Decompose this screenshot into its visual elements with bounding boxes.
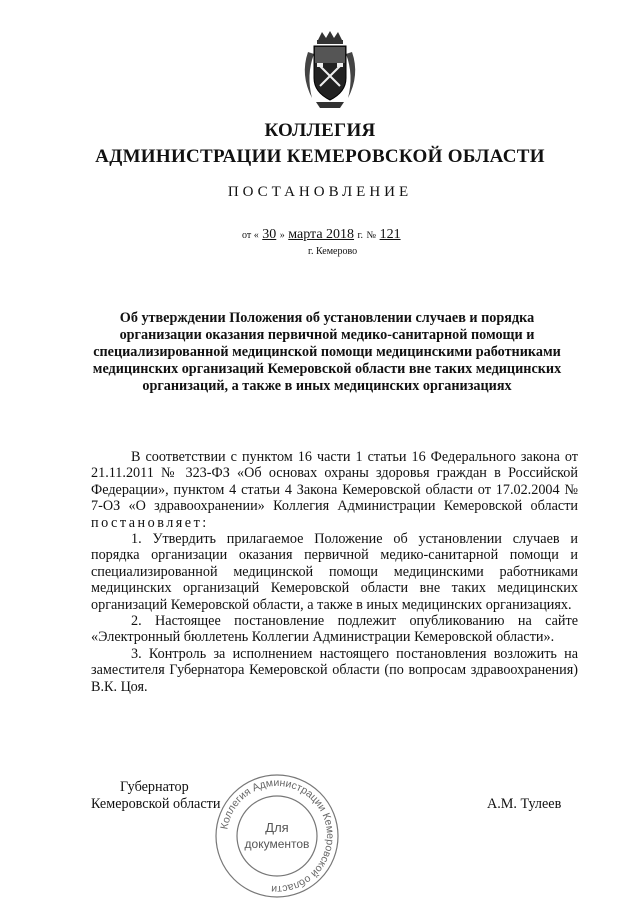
document-type-title: ПОСТАНОВЛЕНИЕ [227, 184, 413, 200]
signatory-position-line2: Кемеровской области [91, 796, 221, 812]
date-prefix: от « [242, 230, 259, 241]
signatory-name: А.М. Тулеев [487, 796, 562, 812]
stamp-center-line1: Для [265, 820, 289, 835]
city-label: г. Кемерово [308, 246, 358, 257]
item-1-paragraph: 1. Утвердить прилагаемое Положение об установлении случаев и порядка организации оказания первичной медико-санитарной помощи и специализированной медицинской помощи медицинскими работниками медицинских организаций Кемеровской области вне таких медицинских организаций Кемеровской области, а также в иных медицинских организациях. [91, 531, 578, 613]
date-month-year: марта 2018 [288, 227, 355, 242]
date-day: 30 [262, 227, 277, 242]
date-number-line [242, 227, 401, 243]
document-number: 121 [379, 227, 401, 242]
org-name-line1: КОЛЛЕГИЯ [264, 120, 376, 141]
date-year-suffix: г. [357, 230, 364, 241]
coat-of-arms-icon [298, 30, 362, 110]
preamble-paragraph [91, 449, 578, 531]
item-3-paragraph: 3. Контроль за исполнением настоящего постановления возложить на заместителя Губернатора Кемеровской области (по вопросам здравоохранения) В.К. Цоя. [91, 645, 578, 695]
number-label: № [366, 230, 377, 241]
preamble-text: В соответствии с пунктом 16 части 1 статьи 16 Федерального закона от 21.11.2011 № 323-ФЗ «Об основах охраны здоровья граждан в Российской Федерации», пунктом 4 статьи 4 Закона Кемеровской области от 17.02.2004 № 7-ОЗ «О здравоохранении» Коллегия Администрации Кемеровской области [91, 449, 578, 515]
document-body [91, 449, 578, 695]
document-stamp [212, 772, 342, 900]
decree-word: постановляет: [91, 514, 209, 531]
signatory-position-line1: Губернатор [120, 779, 189, 795]
document-subject: Об утверждении Положения об установлении случаев и порядка организации оказания первичной медико-санитарной помощи и специализированной медицинской помощи медицинскими работниками медицинских организаций Кемеровской области вне таких медицинских организаций, а также в иных медицинских организациях [92, 310, 562, 394]
org-name-line2: АДМИНИСТРАЦИИ КЕМЕРОВСКОЙ ОБЛАСТИ [95, 146, 545, 167]
date-mid: » [279, 230, 285, 241]
stamp-ring-text: Коллегия Администрации Кемеровской области [218, 776, 337, 896]
item-2-paragraph: 2. Настоящее постановление подлежит опубликованию на сайте «Электронный бюллетень Коллегии Администрации Кемеровской области». [91, 613, 578, 646]
stamp-center-line2: документов [244, 837, 310, 851]
